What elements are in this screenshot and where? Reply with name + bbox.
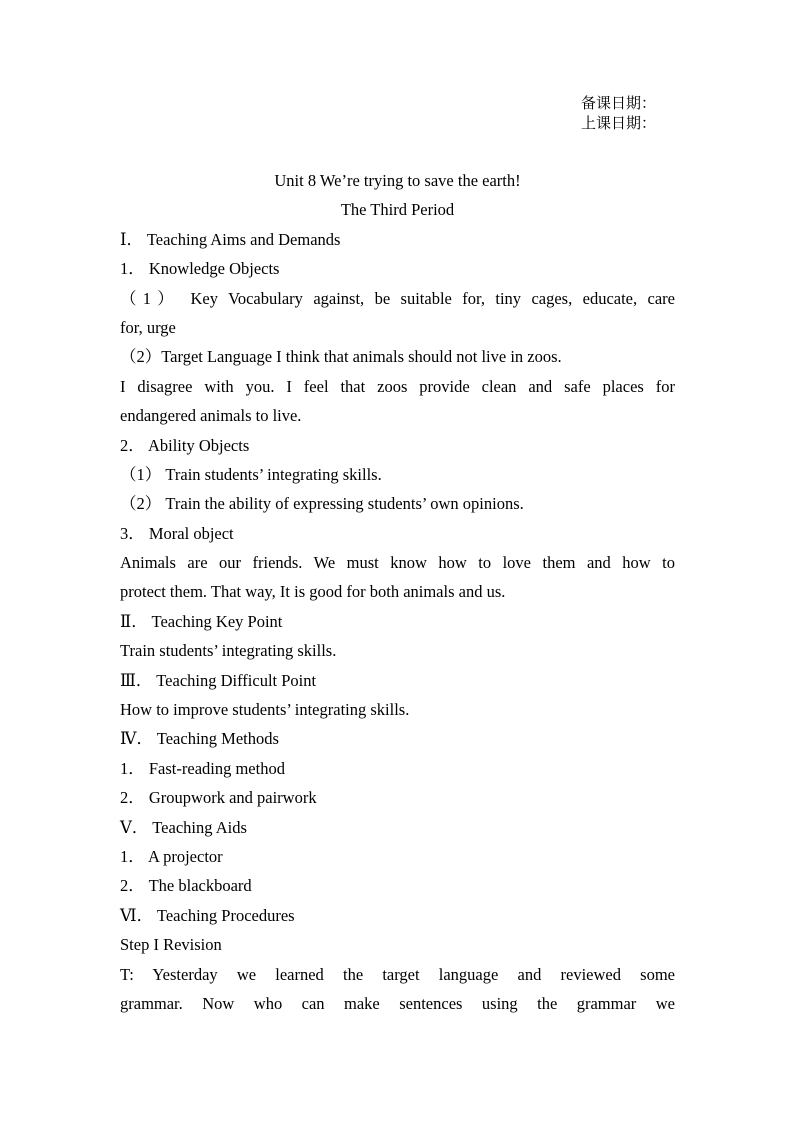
class-date-label: 上课日期：	[581, 114, 657, 132]
period-subtitle: The Third Period	[340, 200, 455, 220]
paragraph-line-endangered: endangered animals to live.	[120, 406, 302, 426]
list-item-aid-2: 2． The blackboard	[120, 876, 252, 896]
list-item-ability-2: （2） Train the ability of expressing students’ own opinions.	[120, 494, 524, 514]
list-item-aid-1: 1． A projector	[120, 846, 223, 866]
unit-title: Unit 8 We’re trying to save the earth!	[274, 171, 521, 190]
paragraph-line-animals-friends: Animals are our friends. We must know how to love them and how to	[120, 553, 675, 573]
paragraph-line-grammar: grammar. Now who can make sentences using the grammar we	[120, 993, 675, 1013]
list-item-method-2: 2． Groupwork and pairwork	[120, 788, 317, 808]
date-fields	[581, 93, 656, 133]
section-heading-key-point: Ⅱ． Teaching Key Point	[120, 611, 283, 631]
section-heading-methods: Ⅳ． Teaching Methods	[120, 729, 279, 749]
prep-date-label: 备课日期：	[581, 94, 657, 112]
section-heading-procedures: Ⅵ． Teaching Procedures	[120, 905, 295, 925]
section-heading-difficult-point: Ⅲ． Teaching Difficult Point	[120, 670, 317, 690]
list-item-ability-1: （1） Train students’ integrating skills.	[120, 464, 382, 484]
paragraph-line-difficult-point: How to improve students’ integrating skills.	[120, 700, 410, 720]
lesson-plan-body	[120, 166, 675, 1018]
section-heading-aids: Ⅴ． Teaching Aids	[120, 817, 247, 837]
paragraph-line-target-language: （2）Target Language I think that animals should not live in zoos.	[120, 347, 562, 367]
paragraph-line-key-point: Train students’ integrating skills.	[120, 641, 337, 661]
paragraph-line-yesterday: T: Yesterday we learned the target language and reviewed some	[120, 964, 675, 984]
subheading-knowledge-objects: 1． Knowledge Objects	[120, 259, 280, 279]
step-heading-revision: Step I Revision	[120, 935, 222, 955]
section-heading-aims: Ⅰ． Teaching Aims and Demands	[120, 229, 341, 249]
paragraph-line-vocabulary-cont: for, urge	[120, 317, 176, 337]
paragraph-line-vocabulary: （1） Key Vocabulary against, be suitable for, tiny cages, educate, care	[120, 288, 675, 308]
paragraph-line-protect-them: protect them. That way, It is good for both animals and us.	[120, 582, 506, 602]
list-item-method-1: 1． Fast-reading method	[120, 758, 285, 778]
subheading-moral-object: 3． Moral object	[120, 523, 234, 543]
paragraph-line-disagree: I disagree with you. I feel that zoos provide clean and safe places for	[120, 376, 675, 396]
subheading-ability-objects: 2． Ability Objects	[120, 435, 250, 455]
